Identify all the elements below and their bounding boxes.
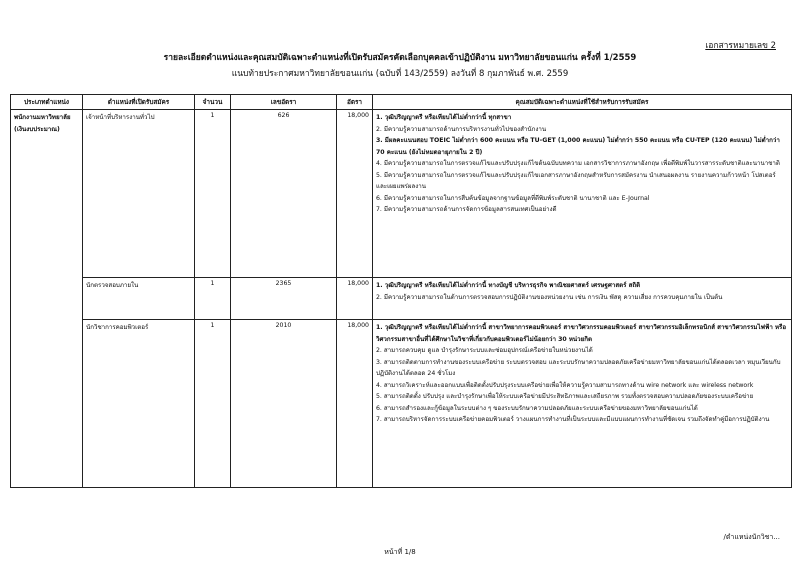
- qualification-item: 1. วุฒิปริญญาตรี หรือเทียบได้ไม่ต่ำกว่านี้ สาขาวิทยาการคอมพิวเตอร์ สาขาวิศวกรรมคอมพิวเตอร์ สาขาวิศวกรรมอิเล็กทรอนิกส์ สาขาวิศวกรรมไฟฟ้า หรือ วิศวกรรมสาขาอื่นที่ได้ศึกษาในวิชาที่เกี่ยวกับคอมพิวเตอร์ไม่น้อยกว่า 30 หน่วยกิต: [376, 324, 787, 343]
- qualification-item: 3. สามารถติดตามการทำงานของระบบเครือข่าย ระบบตรวจสอบ และระบบรักษาความปลอดภัยเครือข่ายมหาวิทยาลัยขอนแก่นได้ตลอดเวลา หมุนเวียนกับปฏิบัติงานได้ตลอด 24 ชั่วโมง: [376, 358, 781, 377]
- position-salary: 18,000: [337, 320, 373, 488]
- qualification-item: 7. สามารถบริหารจัดการระบบเครือข่ายคอมพิวเตอร์ วางแผนการทำงานที่เป็นระบบและมีแบบแผนการทำงานที่ชัดเจน รวมถึงจัดทำคู่มือการปฏิบัติงาน: [376, 416, 770, 423]
- qualification-item: 6. มีความรู้ความสามารถในการสืบค้นข้อมูลจากฐานข้อมูลที่ตีพิมพ์ระดับชาติ นานาชาติ และ E-Journal: [376, 194, 650, 202]
- table-row: [11, 110, 792, 278]
- position-number: 626: [231, 110, 337, 278]
- table-row: [11, 278, 792, 320]
- qualification-item: 3. มีผลคะแนนสอบ TOEIC ไม่ต่ำกว่า 600 คะแนน หรือ TU-GET (1,000 คะแนน) ไม่ต่ำกว่า 550 คะแนน หรือ CU-TEP (120 คะแนน) ไม่ต่ำกว่า 70 คะแนน (ยังไม่หมดอายุภายใน 2 ปี): [376, 137, 780, 156]
- position-title: นักตรวจสอบภายใน: [83, 278, 195, 320]
- header-qualifications: คุณสมบัติเฉพาะตำแหน่งที่ใช้สำหรับการรับสมัคร: [373, 95, 792, 110]
- continuation-note: /ตำแหน่งนักวิชา...: [723, 533, 780, 541]
- position-type: พนักงานมหาวิทยาลัย (เงินงบประมาณ): [11, 110, 83, 488]
- table-row: [11, 320, 792, 488]
- qualification-item: 6. สามารถสำรองและกู้ข้อมูลในระบบต่าง ๆ ของระบบรักษาความปลอดภัยและระบบเครือข่ายของมหาวิทยาลัยขอนแก่นได้: [376, 404, 698, 412]
- positions-table: [10, 94, 792, 488]
- header-type: ประเภทตำแหน่ง: [11, 95, 83, 110]
- document-title: รายละเอียดตำแหน่งและคุณสมบัติเฉพาะตำแหน่งที่เปิดรับสมัครคัดเลือกบุคคลเข้าปฏิบัติงาน มหาวิทยาลัยขอนแก่น ครั้งที่ 1/2559: [163, 53, 637, 63]
- qualification-list: [373, 278, 792, 320]
- position-salary: 18,000: [337, 110, 373, 278]
- qualification-item: 7. มีความรู้ความสามารถด้านการจัดการข้อมูลสารสนเทศเป็นอย่างดี: [376, 206, 557, 213]
- position-count: 1: [195, 278, 231, 320]
- qualification-item: 5. สามารถติดตั้ง ปรับปรุง และบำรุงรักษาเพื่อให้ระบบเครือข่ายมีประสิทธิภาพและเสถียรภาพ รวมทั้งตรวจสอบความปลอดภัยของระบบเครือข่าย: [376, 393, 754, 400]
- document-subtitle: แนบท้ายประกาศมหาวิทยาลัยขอนแก่น (ฉบับที่ 143/2559) ลงวันที่ 8 กุมภาพันธ์ พ.ศ. 2559: [231, 69, 569, 79]
- qualification-item: 4. มีความรู้ความสามารถในการตรวจแก้ไขและปรับปรุงแก้ไขต้นฉบับบทความ เอกสารวิชาการภาษาอังกฤษ เพื่อตีพิมพ์ในวารสารระดับชาติและนานาชาติ: [376, 160, 780, 167]
- header-count: จำนวน: [195, 95, 231, 110]
- qualification-item: 2. มีความรู้ความสามารถในด้านการตรวจสอบการปฏิบัติงานของหน่วยงาน เช่น การเงิน พัสดุ ความเสี่ยง การควบคุมภายใน เป็นต้น: [376, 293, 723, 301]
- position-count: 1: [195, 110, 231, 278]
- page-number: หน้าที่ 1/8: [384, 548, 416, 556]
- position-salary: 18,000: [337, 278, 373, 320]
- position-number: 2365: [231, 278, 337, 320]
- table-header-row: [11, 95, 792, 110]
- position-number: 2010: [231, 320, 337, 488]
- position-title: นักวิชาการคอมพิวเตอร์: [83, 320, 195, 488]
- position-count: 1: [195, 320, 231, 488]
- qualification-list: [373, 110, 792, 278]
- qualification-item: 2. มีความรู้ความสามารถด้านการบริหารงานทั่วไปของสำนักงาน: [376, 125, 547, 133]
- qualification-item: 2. สามารถควบคุม ดูแล บำรุงรักษาระบบและซ่อมอุปกรณ์เครือข่ายในหน่วยงานได้: [376, 347, 593, 354]
- position-title: เจ้าหน้าที่บริหารงานทั่วไป: [83, 110, 195, 278]
- qualification-item: 4. สามารถวิเคราะห์และออกแบบเพื่อติดตั้งปรับปรุงระบบเครือข่ายเพื่อให้ความรู้ความสามารถทางด้าน wire network และ wireless network: [376, 381, 754, 389]
- qualification-item: 1. วุฒิปริญญาตรี หรือเทียบได้ไม่ต่ำกว่านี้ ทางบัญชี บริหารธุรกิจ พาณิชยศาสตร์ เศรษฐศาสตร์ สถิติ: [376, 282, 641, 289]
- qualification-list: [373, 320, 792, 488]
- header-salary: อัตรา: [337, 95, 373, 110]
- header-number: เลขอัตรา: [231, 95, 337, 110]
- qualification-item: 5. มีความรู้ความสามารถในการตรวจแก้ไขและปรับปรุงแก้ไขเอกสารภาษาอังกฤษสำหรับการสมัครงาน นำเสนอผลงาน รายงานความก้าวหน้า โปสเตอร์ และเผยแพร่ผลงาน: [376, 171, 776, 190]
- qualification-item: 1. วุฒิปริญญาตรี หรือเทียบได้ไม่ต่ำกว่านี้ ทุกสาขา: [376, 114, 512, 121]
- header-position: ตำแหน่งที่เปิดรับสมัคร: [83, 95, 195, 110]
- document-number: เอกสารหมายเลข 2: [705, 41, 776, 51]
